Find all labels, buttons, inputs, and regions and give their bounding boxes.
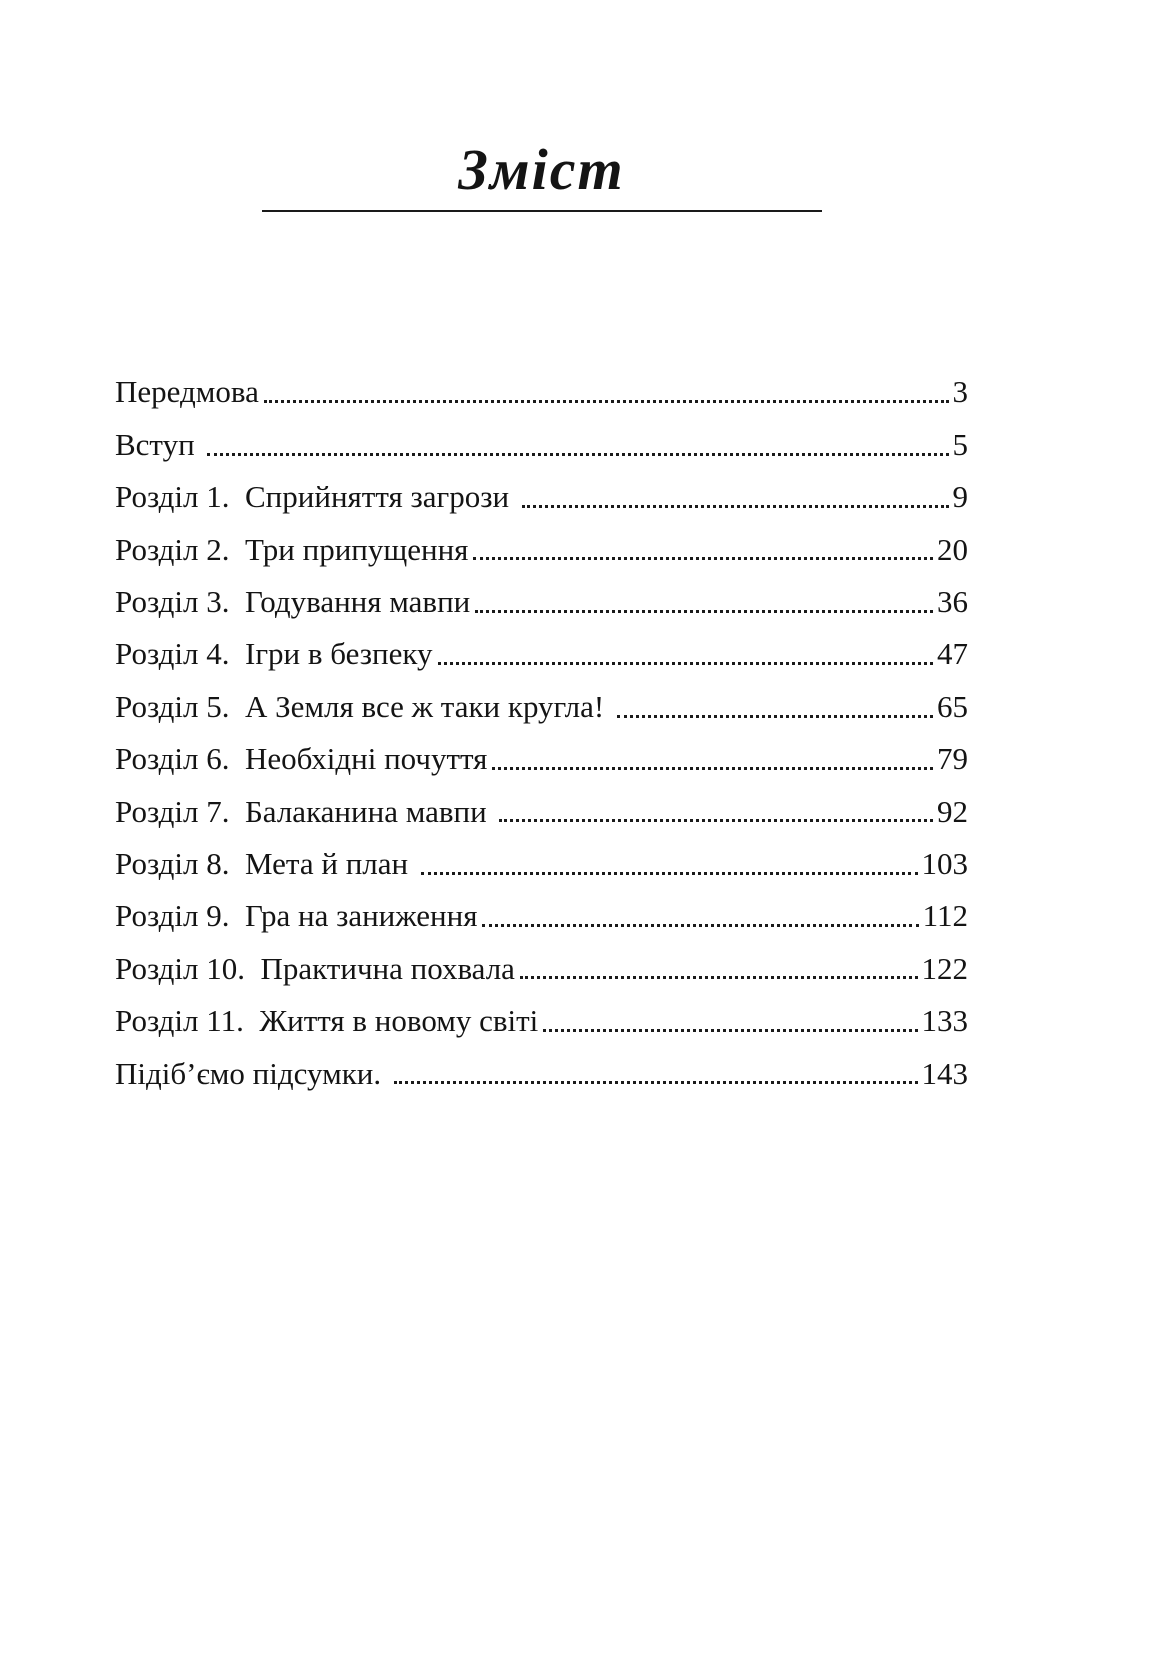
table-of-contents [115, 360, 968, 1093]
dot-leader [522, 505, 949, 508]
dot-leader [543, 1029, 917, 1032]
toc-entry-page: 79 [937, 741, 968, 777]
dot-leader [438, 662, 934, 665]
toc-entry-page: 36 [937, 584, 968, 619]
dot-leader [394, 1081, 918, 1084]
dot-leader [421, 872, 918, 875]
page-content [115, 0, 968, 1093]
toc-entry [115, 988, 968, 1040]
toc-entry-page: 5 [952, 426, 968, 462]
dot-leader [473, 557, 933, 560]
dot-leader [475, 610, 933, 613]
dot-leader [499, 819, 933, 822]
toc-entry-page: 9 [952, 479, 968, 515]
toc-entry-label: Розділ 1. Сприйняття загрози [115, 479, 517, 515]
toc-entry [115, 674, 968, 726]
toc-entry-page: 92 [937, 793, 968, 829]
toc-entry-page: 103 [921, 845, 968, 881]
toc-entry-page: 143 [921, 1055, 968, 1091]
toc-entry-label: Розділ 5. А Земля все ж таки кругла! [115, 688, 612, 724]
dot-leader [207, 453, 948, 456]
toc-entry-label: Розділ 8. Мета й план [115, 845, 416, 881]
toc-entry [115, 622, 968, 674]
toc-entry-label: Розділ 4. Ігри в безпеку [115, 636, 433, 672]
toc-entry-page: 65 [937, 688, 968, 724]
dot-leader [264, 400, 949, 403]
dot-leader [492, 767, 933, 770]
toc-entry-page: 122 [921, 950, 968, 986]
toc-entry-label: Розділ 10. Практична похвала [115, 950, 515, 986]
toc-entry-label: Розділ 11. Життя в новому світі [115, 1003, 539, 1039]
toc-entry [115, 884, 968, 936]
toc-entry [115, 779, 968, 831]
toc-entry [115, 569, 968, 621]
toc-entry-label: Вступ [115, 426, 203, 462]
dot-leader [617, 715, 933, 718]
toc-entry-label: Розділ 9. Гра на заниження [115, 898, 478, 934]
toc-entry [115, 831, 968, 883]
toc-entry [115, 412, 968, 464]
toc-entry-page: 3 [952, 374, 968, 410]
toc-entry [115, 727, 968, 779]
toc-entry [115, 1041, 968, 1093]
toc-entry-label: Передмова [115, 374, 259, 410]
toc-entry [115, 517, 968, 569]
toc-entry-page: 133 [921, 1003, 968, 1039]
toc-entry-label: Розділ 7. Балаканина мавпи [115, 793, 495, 829]
toc-entry-page: 20 [937, 531, 968, 567]
page-title: Зміст [458, 137, 625, 202]
title-block [115, 138, 968, 212]
toc-entry [115, 360, 968, 412]
toc-entry-page: 112 [922, 898, 968, 934]
dot-leader [520, 976, 918, 979]
dot-leader [482, 924, 918, 927]
toc-entry-page: 47 [937, 636, 968, 672]
toc-entry-label: Підіб’ємо підсумки. [115, 1055, 389, 1091]
toc-entry [115, 465, 968, 517]
toc-entry-label: Розділ 2. Три припущення [115, 531, 469, 567]
toc-entry [115, 936, 968, 988]
title-underline [262, 210, 822, 212]
toc-entry-label: Розділ 3. Годування мавпи [115, 584, 471, 619]
toc-entry-label: Розділ 6. Необхідні почуття [115, 741, 488, 777]
